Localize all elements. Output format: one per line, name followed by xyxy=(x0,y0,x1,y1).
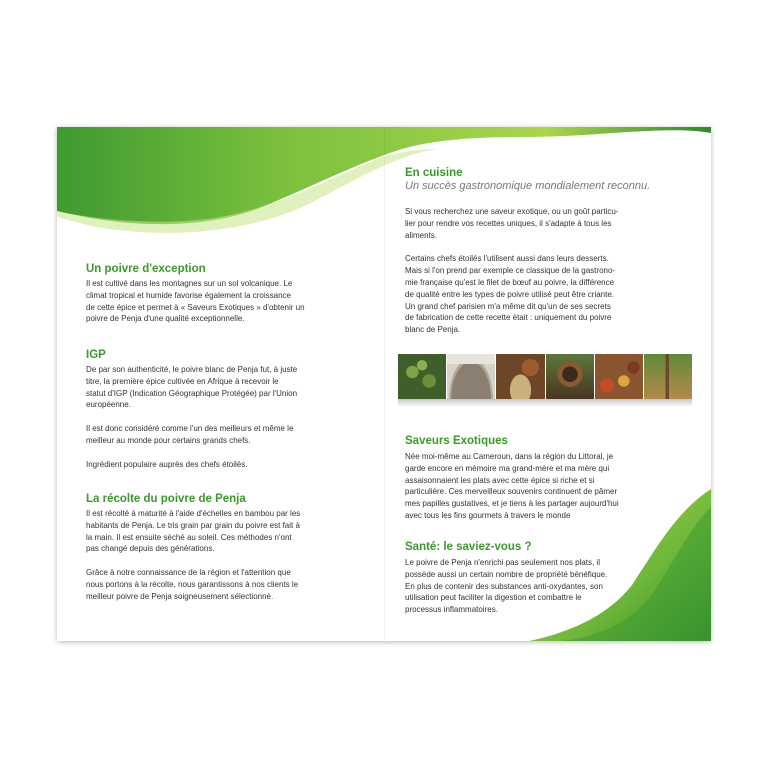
sante-text: Le poivre de Penja n'enrichi pas seulement nos plats, il possède aussi un certain nombre de propriété bénéfique. En plus de contenir des substances anti-oxydantes, son utilisation peut faciliter la digestion et combattre le processus inflammatoires. xyxy=(405,558,608,615)
section-exception xyxy=(86,263,336,325)
center-fold xyxy=(384,127,385,641)
exception-text: Il est cultivé dans les montagnes sur un sol volcanique. Le climat tropical et humide favorise également la croissance de cette épice et permet à « Saveurs Exotiques » d'obtenir un poivre de Penja d'une qualité exceptionnelle. xyxy=(86,279,305,324)
igp-text-1: De par son authenticité, le poivre blanc de Penja fut, à juste titre, la première épice cultivée en Afrique à recevoir le statut d'IGP (Indication Géographique Protégée) par l'Union européenne. xyxy=(86,365,298,410)
pepper-plantation-photo xyxy=(644,354,692,399)
spice-plate-photo xyxy=(496,354,544,399)
igp-text-2: Il est donc considéré comme l'un des meilleurs et même le meilleur au monde pour certains grands chefs. xyxy=(86,424,294,445)
section-title-sante: Santé: le saviez-vous ? xyxy=(405,541,532,553)
recolte-text-1: Il est récolté à maturité à l'aide d'échelles en bambou par les habitants de Penja. Le tris grain par grain du poivre est fait à la main. Il est ensuite séché au soleil. Ces méthodes n'ont pas changé depuis des générations. xyxy=(86,509,301,554)
section-title-cuisine: En cuisine xyxy=(405,167,463,179)
section-recolte xyxy=(86,493,336,603)
saveurs-text: Née moi-même au Cameroun, dans la région du Littoral, je garde encore en mémoire ma grand-mère et ma mère qui assaisonnaient les plats avec cette épice si riche et si particulière. Ces merveilleux souvenirs continuent de pâmer mes papilles gustatives, et je tiens à les partager aujourd'hui avec tous les fins gourmets à travers le monde xyxy=(405,452,619,520)
section-title-igp: IGP xyxy=(86,349,106,361)
section-title-recolte: La récolte du poivre de Penja xyxy=(86,493,246,505)
section-subtitle-cuisine: Un succès gastronomique mondialement reconnu. xyxy=(405,180,651,192)
igp-text-3: Ingrédient populaire auprès des chefs étoilés. xyxy=(86,459,248,469)
recolte-text-2: Grâce à notre connaissance de la région et l'attention que nous portons à la récolte, nous garantissons à nos clients le meilleur poivre de Penja soigneusement sélectionné. xyxy=(86,568,299,601)
green-peppercorns-photo xyxy=(398,354,446,399)
cuisine-text-1: Si vous recherchez une saveur exotique, ou un goût particu- lier pour rendre vos recettes uniques, il s'adapte à tous les aliments. xyxy=(405,207,619,240)
photo-strip xyxy=(398,354,692,399)
white-pepper-pile-photo xyxy=(447,354,495,399)
section-title-saveurs: Saveurs Exotiques xyxy=(405,435,508,447)
pepper-bowl-photo xyxy=(546,354,594,399)
photo-strip-shadow xyxy=(398,399,692,407)
spices-assortment-photo xyxy=(595,354,643,399)
section-cuisine xyxy=(405,167,685,336)
section-saveurs xyxy=(405,435,685,522)
section-title-exception: Un poivre d'exception xyxy=(86,263,206,275)
cuisine-text-2: Certains chefs étoilés l'utilisent aussi dans leurs desserts. Mais si l'on prend par exemple ce classique de la gastrono- mie française qu'est le filet de bœuf au poivre, la différence de qualité entre les types de poivre utilisé peut être criante. Un grand chef parisien m'a même dit qu'un de ses secrets de fabrication de cette recette était : uniquement du poivre blanc de Penja. xyxy=(405,254,616,335)
brochure-page xyxy=(57,127,711,641)
section-sante xyxy=(405,541,685,616)
section-igp xyxy=(86,349,336,471)
